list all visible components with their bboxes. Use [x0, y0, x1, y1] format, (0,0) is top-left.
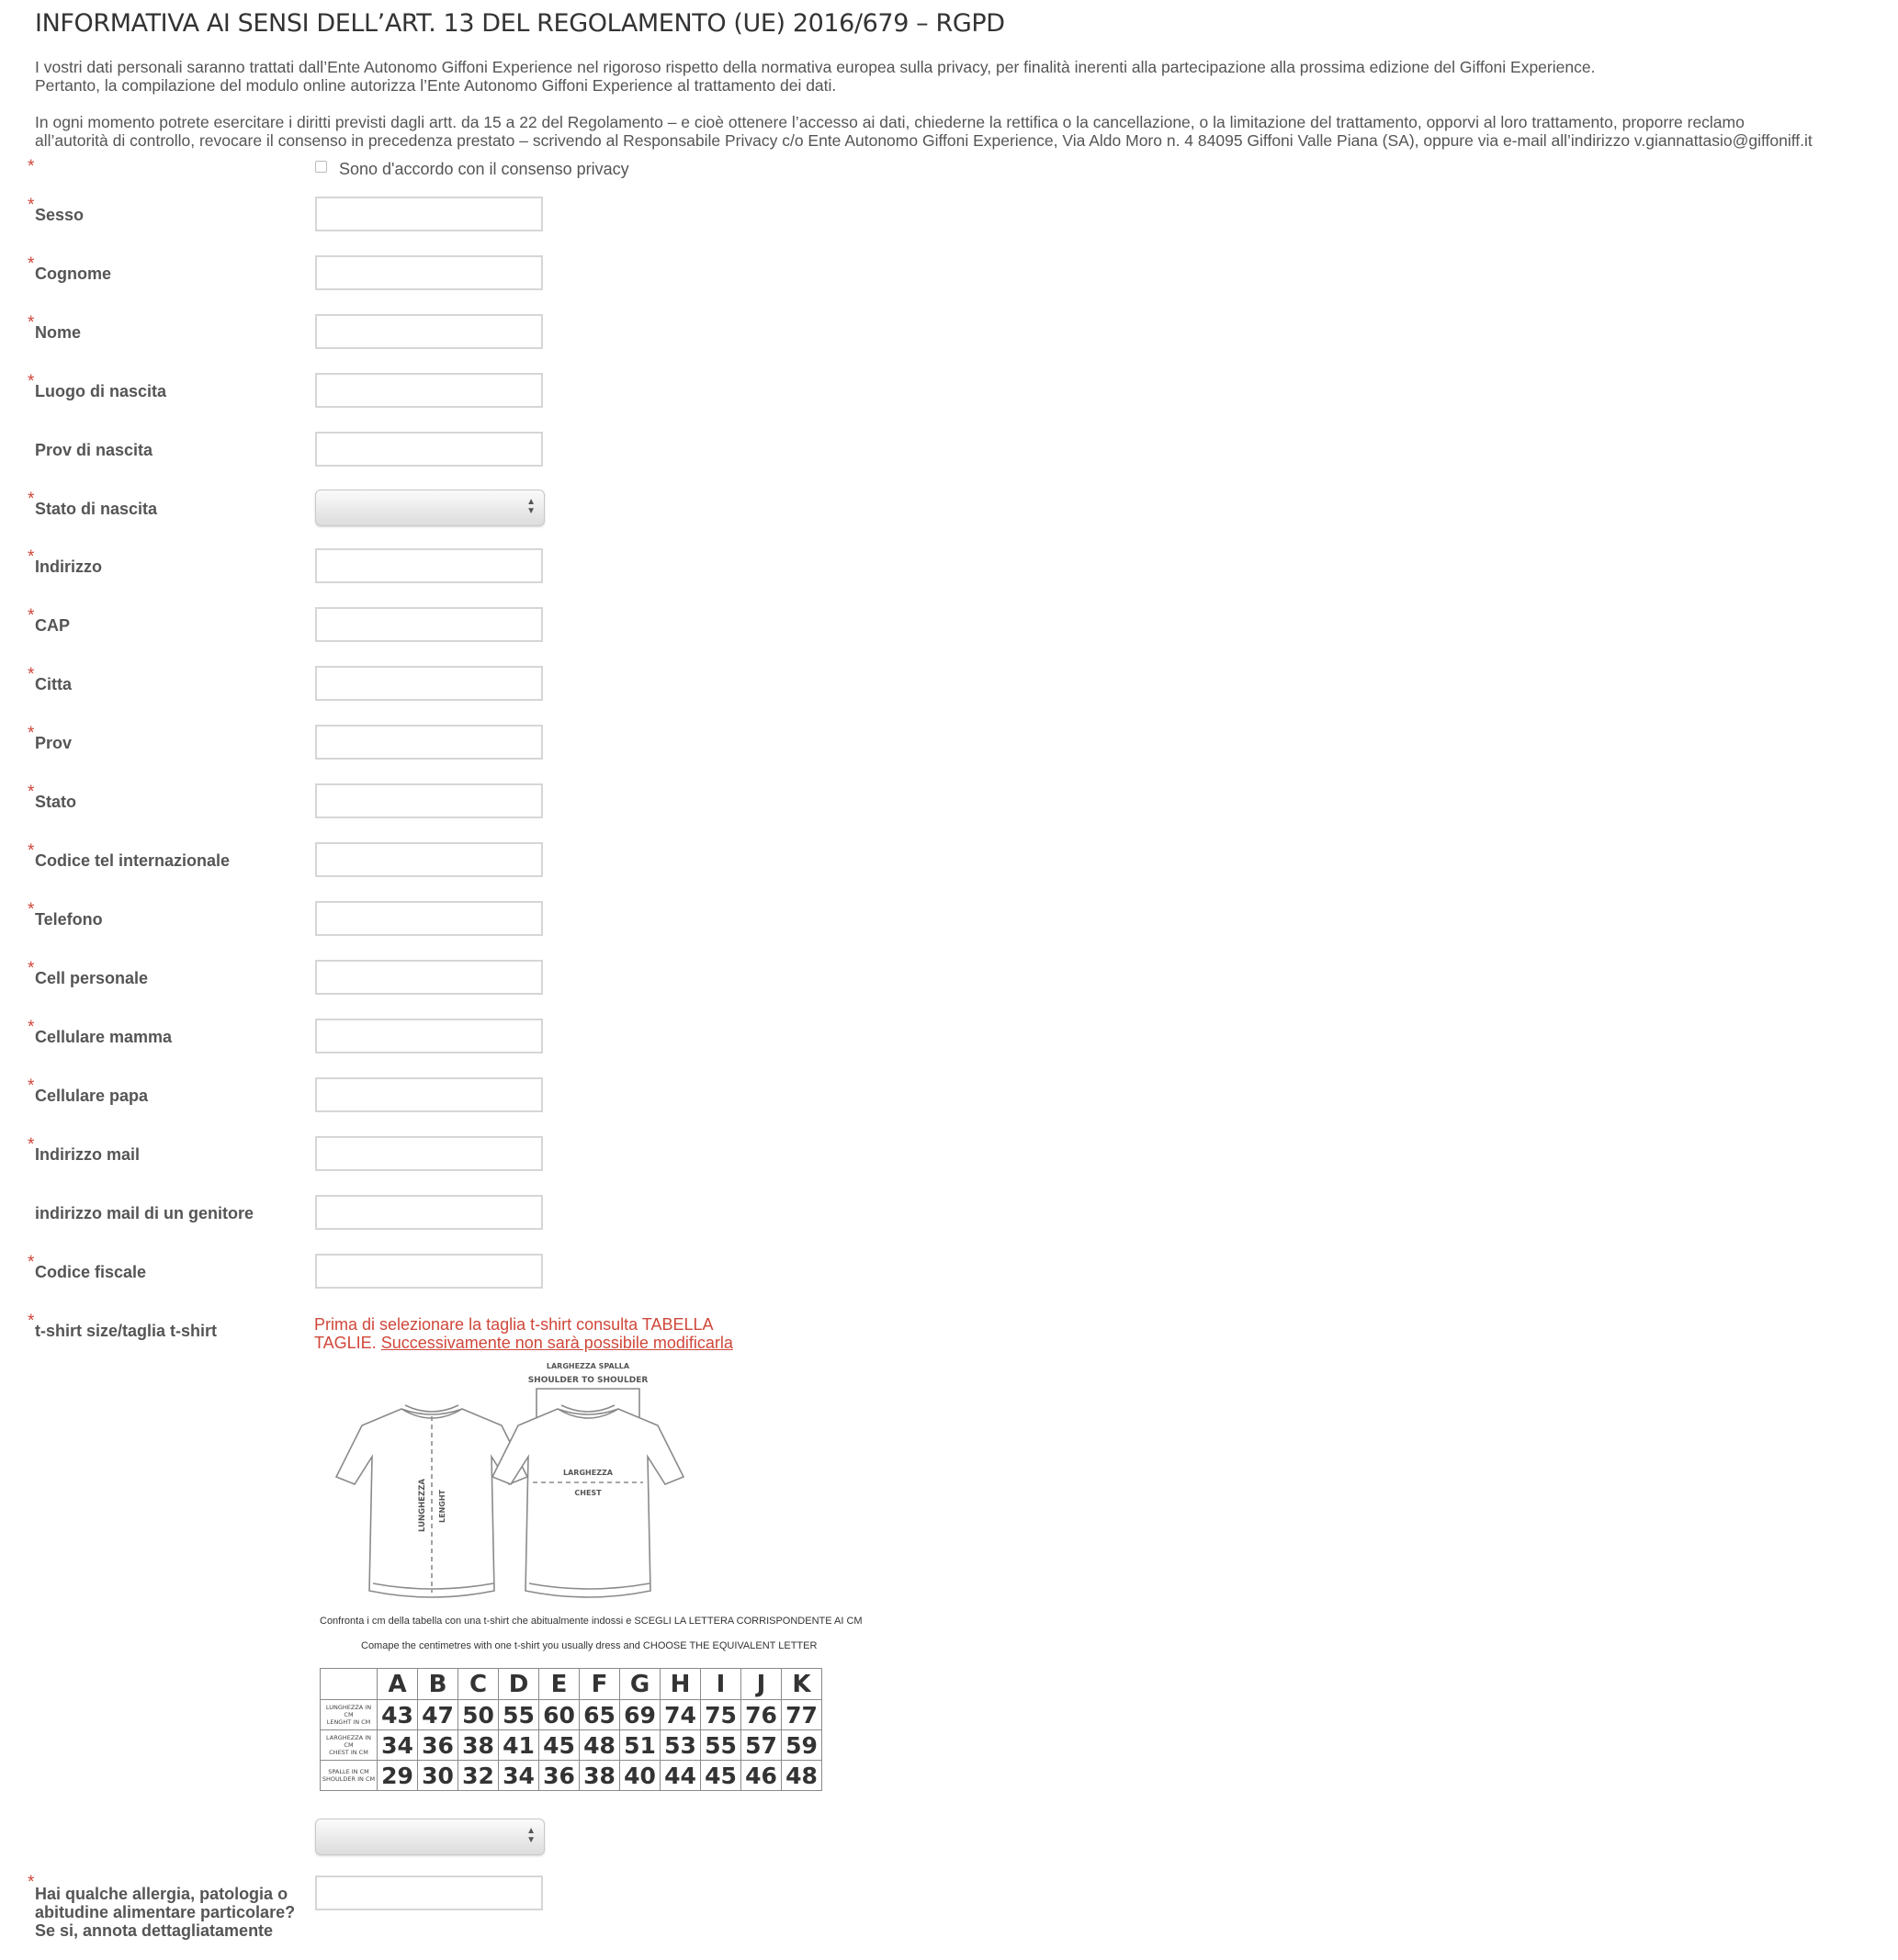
- size-value: 32: [458, 1761, 499, 1791]
- size-value: 38: [458, 1730, 499, 1761]
- size-table: [320, 1668, 822, 1791]
- stato-input[interactable]: [315, 783, 543, 818]
- required-marker: *: [28, 1135, 35, 1155]
- citta-input[interactable]: [315, 666, 543, 701]
- required-marker: *: [28, 724, 35, 743]
- privacy-checkbox[interactable]: [315, 161, 327, 173]
- size-row-chest: [321, 1730, 822, 1761]
- cell-mamma-label: Cellulare mamma: [35, 1028, 173, 1046]
- diagram-lunghezza: LUNGHEZZA: [418, 1479, 427, 1532]
- luogo-nascita-input[interactable]: [315, 373, 543, 408]
- diagram-chest: CHEST: [574, 1489, 602, 1497]
- size-value: 76: [741, 1700, 782, 1730]
- size-letter: I: [701, 1669, 741, 1700]
- size-value: 69: [620, 1700, 661, 1730]
- size-value: 65: [580, 1700, 620, 1730]
- size-value: 30: [418, 1761, 458, 1791]
- size-letter: B: [418, 1669, 458, 1700]
- size-letter: H: [661, 1669, 701, 1700]
- size-value: 55: [499, 1700, 539, 1730]
- size-value: 48: [782, 1761, 822, 1791]
- required-marker: *: [28, 372, 35, 391]
- size-value: 36: [539, 1761, 580, 1791]
- indirizzo-label: Indirizzo: [35, 558, 102, 576]
- size-row-label: LARGHEZZA IN CM CHEST IN CM: [321, 1730, 378, 1761]
- size-value: 48: [580, 1730, 620, 1761]
- page-title: INFORMATIVA AI SENSI DELL’ART. 13 DEL REGOLAMENTO (UE) 2016/679 – RGPD: [35, 9, 1005, 38]
- required-marker: *: [28, 157, 35, 176]
- size-value: 41: [499, 1730, 539, 1761]
- size-value: 59: [782, 1730, 822, 1761]
- prov-input[interactable]: [315, 725, 543, 760]
- cell-personale-input[interactable]: [315, 960, 543, 995]
- size-value: 75: [701, 1700, 741, 1730]
- diagram-larghezza-spalla: LARGHEZZA SPALLA: [546, 1362, 630, 1370]
- mail-genitore-input[interactable]: [315, 1195, 543, 1230]
- size-letter: D: [499, 1669, 539, 1700]
- size-letter: K: [782, 1669, 822, 1700]
- tshirt-warning-link[interactable]: Successivamente non sarà possibile modificarla: [380, 1334, 733, 1352]
- size-caption-en: Comape the centimetres with one t-shirt you usually dress and CHOOSE THE EQUIVALENT LETTER: [361, 1640, 818, 1651]
- indirizzo-input[interactable]: [315, 548, 543, 583]
- select-arrows-icon: ▲ ▼: [526, 497, 536, 516]
- cell-personale-label: Cell personale: [35, 969, 149, 987]
- size-value: 55: [701, 1730, 741, 1761]
- size-letter: J: [741, 1669, 782, 1700]
- mail-label: Indirizzo mail: [35, 1145, 141, 1164]
- size-letter: C: [458, 1669, 499, 1700]
- mail-genitore-label: indirizzo mail di un genitore: [35, 1204, 254, 1222]
- privacy-rights: [35, 113, 1891, 150]
- tshirt-back-outline: [492, 1409, 684, 1597]
- size-value: 47: [418, 1700, 458, 1730]
- required-marker: *: [28, 1253, 35, 1272]
- size-value: 50: [458, 1700, 499, 1730]
- size-value: 53: [661, 1730, 701, 1761]
- size-value: 57: [741, 1730, 782, 1761]
- stato-label: Stato: [35, 793, 76, 811]
- required-marker: *: [28, 254, 35, 274]
- cap-input[interactable]: [315, 607, 543, 642]
- nome-label: Nome: [35, 323, 82, 342]
- size-value: 74: [661, 1700, 701, 1730]
- diagram-lenght: LENGHT: [438, 1490, 446, 1523]
- size-value: 46: [741, 1761, 782, 1791]
- required-marker: *: [28, 1076, 35, 1096]
- required-marker: *: [28, 1873, 35, 1892]
- required-marker: *: [28, 490, 35, 509]
- cell-papa-label: Cellulare papa: [35, 1087, 149, 1105]
- prov-label: Prov: [35, 734, 73, 752]
- allergie-input[interactable]: [315, 1876, 543, 1910]
- prov-nascita-input[interactable]: [315, 432, 543, 467]
- tshirt-warning: [314, 1315, 755, 1352]
- required-marker: *: [28, 313, 35, 332]
- citta-label: Citta: [35, 675, 72, 693]
- nome-input[interactable]: [315, 314, 543, 349]
- privacy-intro-line: I vostri dati personali saranno trattati dall’Ente Autonomo Giffoni Experience nel rigoroso rispetto della normativa europea sulla privacy, per finalità inerenti alla partecipazione alla prossima edizione del Giffoni Experience.: [35, 58, 1596, 76]
- luogo-nascita-label: Luogo di nascita: [35, 382, 167, 400]
- size-value: 38: [580, 1761, 620, 1791]
- sesso-input[interactable]: [315, 197, 543, 231]
- cap-label: CAP: [35, 616, 71, 635]
- tshirt-label: t-shirt size/taglia t-shirt: [35, 1322, 218, 1340]
- codice-fiscale-input[interactable]: [315, 1254, 543, 1289]
- required-marker: *: [28, 900, 35, 919]
- size-value: 45: [701, 1761, 741, 1791]
- size-value: 44: [661, 1761, 701, 1791]
- size-letter: A: [378, 1669, 418, 1700]
- diagram-shoulder-to-shoulder: SHOULDER TO SHOULDER: [527, 1376, 649, 1385]
- diagram-larghezza: LARGHEZZA: [563, 1469, 613, 1477]
- size-value: 34: [378, 1730, 418, 1761]
- cell-papa-input[interactable]: [315, 1077, 543, 1112]
- size-header-corner: [321, 1669, 378, 1700]
- size-value: 43: [378, 1700, 418, 1730]
- size-value: 45: [539, 1730, 580, 1761]
- required-marker: *: [28, 1312, 35, 1331]
- size-value: 34: [499, 1761, 539, 1791]
- size-caption-it: Confronta i cm della tabella con una t-shirt che abitualmente indossi e SCEGLI LA LETTERA CORRISPONDENTE AI CM: [320, 1616, 863, 1627]
- codice-tel-label: Codice tel internazionale: [35, 851, 231, 870]
- size-row-label: LUNGHEZZA IN CM LENGHT IN CM: [321, 1700, 378, 1730]
- privacy-rights-line: In ogni momento potrete esercitare i diritti previsti dagli artt. da 15 a 22 del Regolamento – e cioè ottenere l’accesso ai dati, chiederne la rettifica o la cancellazione, o la limitazione del trattamento, opporvi al loro trattamento, proporre reclamo: [35, 113, 1745, 131]
- prov-nascita-label: Prov di nascita: [35, 441, 153, 459]
- cognome-input[interactable]: [315, 255, 543, 290]
- telefono-label: Telefono: [35, 910, 103, 929]
- tshirt-warning-text: Prima di selezionare la taglia t-shirt consulta TABELLA TAGLIE.: [314, 1315, 713, 1352]
- cognome-label: Cognome: [35, 265, 111, 283]
- allergie-label: Hai qualche allergia, patologia o abitudine alimentare particolare? Se si, annota dettagliatamente: [35, 1885, 296, 1940]
- stato-nascita-select[interactable]: [315, 490, 545, 526]
- mail-input[interactable]: [315, 1136, 543, 1171]
- privacy-intro-line: Pertanto, la compilazione del modulo online autorizza l’Ente Autonomo Giffoni Experience al trattamento dei dati.: [35, 76, 837, 95]
- stato-nascita-label: Stato di nascita: [35, 500, 158, 518]
- required-marker: *: [28, 1018, 35, 1037]
- size-row-label: SPALLE IN CM SHOULDER IN CM: [321, 1761, 378, 1791]
- tshirt-size-select[interactable]: [315, 1819, 545, 1855]
- required-marker: *: [28, 783, 35, 802]
- size-value: 77: [782, 1700, 822, 1730]
- size-value: 40: [620, 1761, 661, 1791]
- codice-tel-input[interactable]: [315, 842, 543, 877]
- required-marker: *: [28, 841, 35, 861]
- size-letter: F: [580, 1669, 620, 1700]
- select-arrows-icon: ▲ ▼: [526, 1826, 536, 1845]
- privacy-consent-label: Sono d'accordo con il consenso privacy: [339, 160, 629, 178]
- size-value: 29: [378, 1761, 418, 1791]
- required-marker: *: [28, 665, 35, 684]
- size-header-row: [321, 1669, 822, 1700]
- telefono-input[interactable]: [315, 901, 543, 936]
- required-marker: *: [28, 959, 35, 978]
- size-value: 51: [620, 1730, 661, 1761]
- required-marker: *: [28, 196, 35, 215]
- privacy-intro: [35, 58, 1891, 95]
- required-marker: *: [28, 606, 35, 625]
- size-row-shoulder: [321, 1761, 822, 1791]
- size-letter: G: [620, 1669, 661, 1700]
- size-value: 60: [539, 1700, 580, 1730]
- sesso-label: Sesso: [35, 206, 85, 224]
- size-row-length: [321, 1700, 822, 1730]
- size-letter: E: [539, 1669, 580, 1700]
- size-value: 36: [418, 1730, 458, 1761]
- codice-fiscale-label: Codice fiscale: [35, 1263, 147, 1281]
- privacy-rights-line: all’autorità di controllo, revocare il consenso in precedenza prestato – scrivendo al Responsabile Privacy c/o Ente Autonomo Giffoni Experience, Via Aldo Moro n. 4 84095 Giffoni Valle Piana (SA), oppure via e-mail all’indirizzo v.giannattasio@giffoniff.it: [35, 131, 1813, 150]
- cell-mamma-input[interactable]: [315, 1019, 543, 1053]
- required-marker: *: [28, 547, 35, 567]
